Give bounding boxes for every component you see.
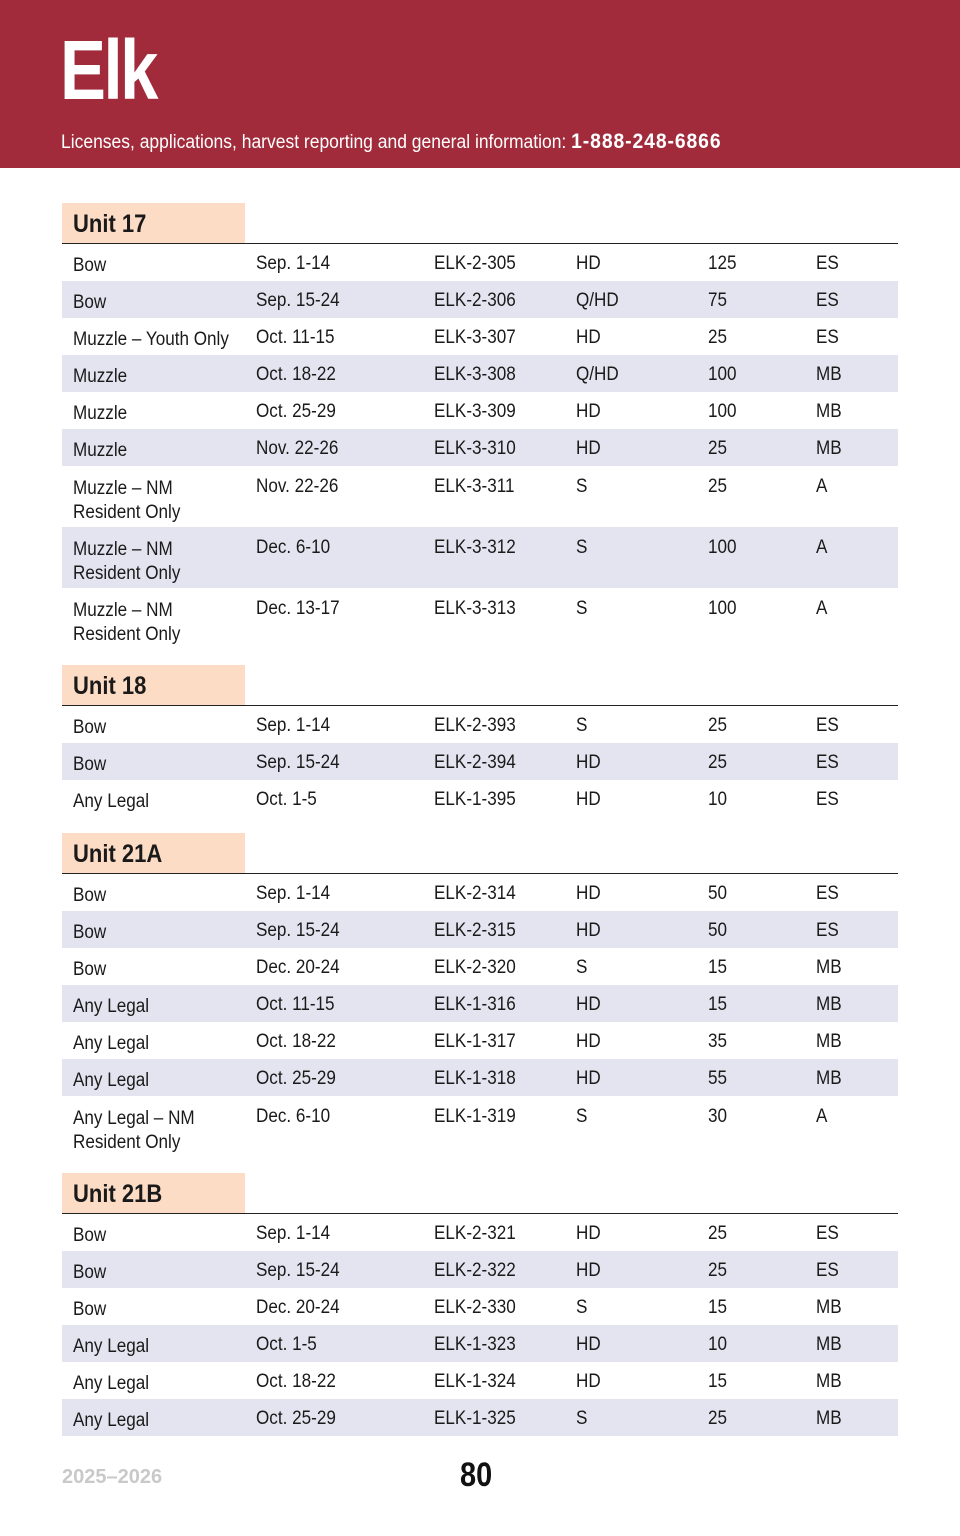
unit-header	[62, 665, 898, 706]
licenses: 15	[708, 994, 728, 1015]
table-row	[62, 527, 898, 588]
table-row	[62, 244, 898, 281]
draw-category: MB	[816, 438, 842, 459]
bag-limit: Q/HD	[576, 290, 619, 311]
hunt-type: Muzzle – NM Resident Only	[73, 600, 181, 645]
unit-title	[62, 1173, 245, 1213]
bag-limit: HD	[576, 1068, 601, 1089]
bag-limit: HD	[576, 1031, 601, 1052]
table-row	[62, 1399, 898, 1436]
table-row	[62, 1214, 898, 1251]
unit-spacer	[62, 817, 898, 833]
bag-limit: HD	[576, 438, 601, 459]
hunt-dates: Oct. 1-5	[256, 1334, 317, 1355]
hunt-code: ELK-2-315	[434, 920, 516, 941]
table-row	[62, 588, 898, 649]
draw-category: ES	[816, 290, 839, 311]
table-row	[62, 948, 898, 985]
hunt-code: ELK-2-393	[434, 715, 516, 736]
bag-limit: HD	[576, 994, 601, 1015]
table-row	[62, 1288, 898, 1325]
bag-limit: Q/HD	[576, 364, 619, 385]
hunt-type: Bow	[73, 1225, 107, 1246]
unit-header	[62, 833, 898, 874]
bag-limit: S	[576, 537, 588, 558]
hunt-type: Bow	[73, 885, 107, 906]
hunt-type: Bow	[73, 717, 107, 738]
bag-limit: HD	[576, 327, 601, 348]
hunt-code: ELK-1-324	[434, 1371, 516, 1392]
table-row	[62, 985, 898, 1022]
hunt-code: ELK-2-321	[434, 1223, 516, 1244]
hunt-dates: Oct. 11-15	[256, 994, 335, 1015]
hunt-table	[62, 203, 898, 1436]
licenses: 25	[708, 1408, 728, 1429]
hunt-dates: Nov. 22-26	[256, 438, 339, 459]
bag-limit: HD	[576, 1334, 601, 1355]
bag-limit: HD	[576, 401, 601, 422]
hunt-code: ELK-2-330	[434, 1297, 516, 1318]
licenses: 125	[708, 253, 737, 274]
hunt-code: ELK-1-316	[434, 994, 516, 1015]
unit-title-text: Unit 21B	[73, 1180, 163, 1208]
unit-spacer	[62, 649, 898, 665]
hunt-code: ELK-2-305	[434, 253, 516, 274]
hunt-dates: Oct. 25-29	[256, 1068, 336, 1089]
licenses: 25	[708, 752, 728, 773]
bag-limit: HD	[576, 253, 601, 274]
table-row	[62, 1362, 898, 1399]
draw-category: ES	[816, 715, 839, 736]
draw-category: MB	[816, 1334, 842, 1355]
licenses: 50	[708, 883, 728, 904]
bag-limit: HD	[576, 920, 601, 941]
page-number: 80	[460, 1456, 493, 1494]
bag-limit: S	[576, 476, 588, 497]
bag-limit: S	[576, 1408, 588, 1429]
licenses: 25	[708, 327, 728, 348]
licenses: 100	[708, 537, 737, 558]
hunt-type: Any Legal	[73, 1336, 150, 1357]
licenses: 10	[708, 789, 728, 810]
licenses: 100	[708, 598, 737, 619]
table-row	[62, 1022, 898, 1059]
hunt-dates: Dec. 6-10	[256, 537, 331, 558]
hunt-code: ELK-2-306	[434, 290, 516, 311]
table-row	[62, 706, 898, 743]
bag-limit: S	[576, 598, 588, 619]
hunt-dates: Sep. 1-14	[256, 1223, 331, 1244]
table-row	[62, 1059, 898, 1096]
table-row	[62, 911, 898, 948]
licenses: 25	[708, 715, 728, 736]
hunt-code: ELK-1-317	[434, 1031, 516, 1052]
draw-category: MB	[816, 994, 842, 1015]
hunt-dates: Dec. 20-24	[256, 1297, 340, 1318]
table-row	[62, 1251, 898, 1288]
unit-title	[62, 665, 245, 705]
draw-category: MB	[816, 1031, 842, 1052]
hunt-dates: Oct. 1-5	[256, 789, 317, 810]
bag-limit: HD	[576, 883, 601, 904]
draw-category: A	[816, 598, 828, 619]
hunt-type: Muzzle – Youth Only	[73, 329, 229, 350]
licenses: 25	[708, 1223, 728, 1244]
hunt-dates: Sep. 1-14	[256, 883, 331, 904]
hunt-code: ELK-2-322	[434, 1260, 516, 1281]
hunt-type: Bow	[73, 292, 107, 313]
hunt-dates: Sep. 1-14	[256, 253, 331, 274]
hunt-code: ELK-2-320	[434, 957, 516, 978]
hunt-code: ELK-2-394	[434, 752, 516, 773]
unit-header	[62, 203, 898, 244]
licenses: 15	[708, 957, 728, 978]
hunt-type: Any Legal – NM Resident Only	[73, 1108, 195, 1153]
draw-category: ES	[816, 327, 839, 348]
bag-limit: S	[576, 1106, 588, 1127]
table-row	[62, 392, 898, 429]
licenses: 100	[708, 364, 737, 385]
hunt-type: Any Legal	[73, 996, 150, 1017]
draw-category: A	[816, 537, 828, 558]
licenses: 75	[708, 290, 728, 311]
table-row	[62, 355, 898, 392]
hunt-type: Bow	[73, 922, 107, 943]
draw-category: ES	[816, 789, 839, 810]
subtitle-text: Licenses, applications, harvest reporting and general information:	[61, 132, 567, 153]
hunt-code: ELK-3-308	[434, 364, 516, 385]
hunt-code: ELK-1-395	[434, 789, 516, 810]
hunt-dates: Oct. 18-22	[256, 364, 336, 385]
hunt-type: Muzzle	[73, 440, 128, 461]
hunt-dates: Sep. 15-24	[256, 290, 340, 311]
hunt-dates: Oct. 25-29	[256, 1408, 336, 1429]
hunt-dates: Oct. 25-29	[256, 401, 336, 422]
hunt-type: Bow	[73, 1299, 107, 1320]
licenses: 15	[708, 1371, 728, 1392]
hunt-type: Muzzle	[73, 366, 128, 387]
hunt-dates: Sep. 15-24	[256, 752, 340, 773]
header-subtitle	[61, 130, 722, 154]
header-banner	[0, 0, 960, 168]
hunt-code: ELK-3-313	[434, 598, 516, 619]
hunt-type: Any Legal	[73, 1070, 150, 1091]
hunt-type: Bow	[73, 754, 107, 775]
bag-limit: HD	[576, 1371, 601, 1392]
licenses: 35	[708, 1031, 728, 1052]
hunt-dates: Oct. 18-22	[256, 1371, 336, 1392]
licenses: 10	[708, 1334, 728, 1355]
hunt-code: ELK-1-318	[434, 1068, 516, 1089]
draw-category: MB	[816, 1371, 842, 1392]
table-row	[62, 281, 898, 318]
unit-title	[62, 203, 245, 243]
draw-category: MB	[816, 1408, 842, 1429]
table-row	[62, 780, 898, 817]
draw-category: A	[816, 476, 828, 497]
hunt-code: ELK-3-312	[434, 537, 516, 558]
licenses: 100	[708, 401, 737, 422]
table-row	[62, 466, 898, 527]
bag-limit: HD	[576, 1223, 601, 1244]
phone-number: 1-888-248-6866	[571, 130, 722, 153]
table-row	[62, 743, 898, 780]
hunt-dates: Dec. 20-24	[256, 957, 340, 978]
hunt-type: Muzzle	[73, 403, 128, 424]
unit-title	[62, 833, 245, 873]
unit-title-text: Unit 17	[73, 210, 147, 238]
draw-category: ES	[816, 1223, 839, 1244]
hunt-type: Muzzle – NM Resident Only	[73, 478, 181, 523]
draw-category: MB	[816, 1297, 842, 1318]
hunt-type: Any Legal	[73, 1373, 150, 1394]
draw-category: ES	[816, 752, 839, 773]
licenses: 50	[708, 920, 728, 941]
hunt-type: Muzzle – NM Resident Only	[73, 539, 181, 584]
draw-category: A	[816, 1106, 828, 1127]
hunt-code: ELK-3-307	[434, 327, 516, 348]
unit-header	[62, 1173, 898, 1214]
bag-limit: HD	[576, 1260, 601, 1281]
hunt-code: ELK-1-325	[434, 1408, 516, 1429]
hunt-dates: Sep. 1-14	[256, 715, 331, 736]
bag-limit: HD	[576, 752, 601, 773]
bag-limit: S	[576, 957, 588, 978]
bag-limit: S	[576, 715, 588, 736]
table-row	[62, 318, 898, 355]
hunt-dates: Oct. 18-22	[256, 1031, 336, 1052]
hunt-dates: Dec. 6-10	[256, 1106, 331, 1127]
hunt-code: ELK-1-319	[434, 1106, 516, 1127]
licenses: 25	[708, 476, 728, 497]
hunt-dates: Oct. 11-15	[256, 327, 335, 348]
hunt-type: Any Legal	[73, 791, 150, 812]
hunt-type: Bow	[73, 1262, 107, 1283]
licenses: 25	[708, 1260, 728, 1281]
bag-limit: S	[576, 1297, 588, 1318]
hunt-code: ELK-3-310	[434, 438, 516, 459]
hunt-code: ELK-1-323	[434, 1334, 516, 1355]
hunt-dates: Sep. 15-24	[256, 920, 340, 941]
draw-category: MB	[816, 1068, 842, 1089]
table-row	[62, 1325, 898, 1362]
hunt-type: Any Legal	[73, 1033, 150, 1054]
hunt-type: Any Legal	[73, 1410, 150, 1431]
page-title: Elk	[60, 23, 157, 117]
table-row	[62, 874, 898, 911]
hunt-code: ELK-2-314	[434, 883, 516, 904]
table-row	[62, 429, 898, 466]
hunt-code: ELK-3-311	[434, 476, 515, 497]
hunt-dates: Dec. 13-17	[256, 598, 340, 619]
draw-category: ES	[816, 883, 839, 904]
hunt-dates: Sep. 15-24	[256, 1260, 340, 1281]
licenses: 25	[708, 438, 728, 459]
draw-category: ES	[816, 1260, 839, 1281]
draw-category: MB	[816, 957, 842, 978]
footer-year: 2025–2026	[62, 1466, 163, 1488]
licenses: 55	[708, 1068, 728, 1089]
hunt-type: Bow	[73, 255, 107, 276]
draw-category: MB	[816, 401, 842, 422]
unit-title-text: Unit 18	[73, 672, 147, 700]
licenses: 15	[708, 1297, 728, 1318]
draw-category: ES	[816, 920, 839, 941]
bag-limit: HD	[576, 789, 601, 810]
hunt-type: Bow	[73, 959, 107, 980]
licenses: 30	[708, 1106, 728, 1127]
unit-title-text: Unit 21A	[73, 840, 163, 868]
hunt-dates: Nov. 22-26	[256, 476, 339, 497]
draw-category: MB	[816, 364, 842, 385]
table-row	[62, 1096, 898, 1157]
unit-spacer	[62, 1157, 898, 1173]
hunt-code: ELK-3-309	[434, 401, 516, 422]
draw-category: ES	[816, 253, 839, 274]
